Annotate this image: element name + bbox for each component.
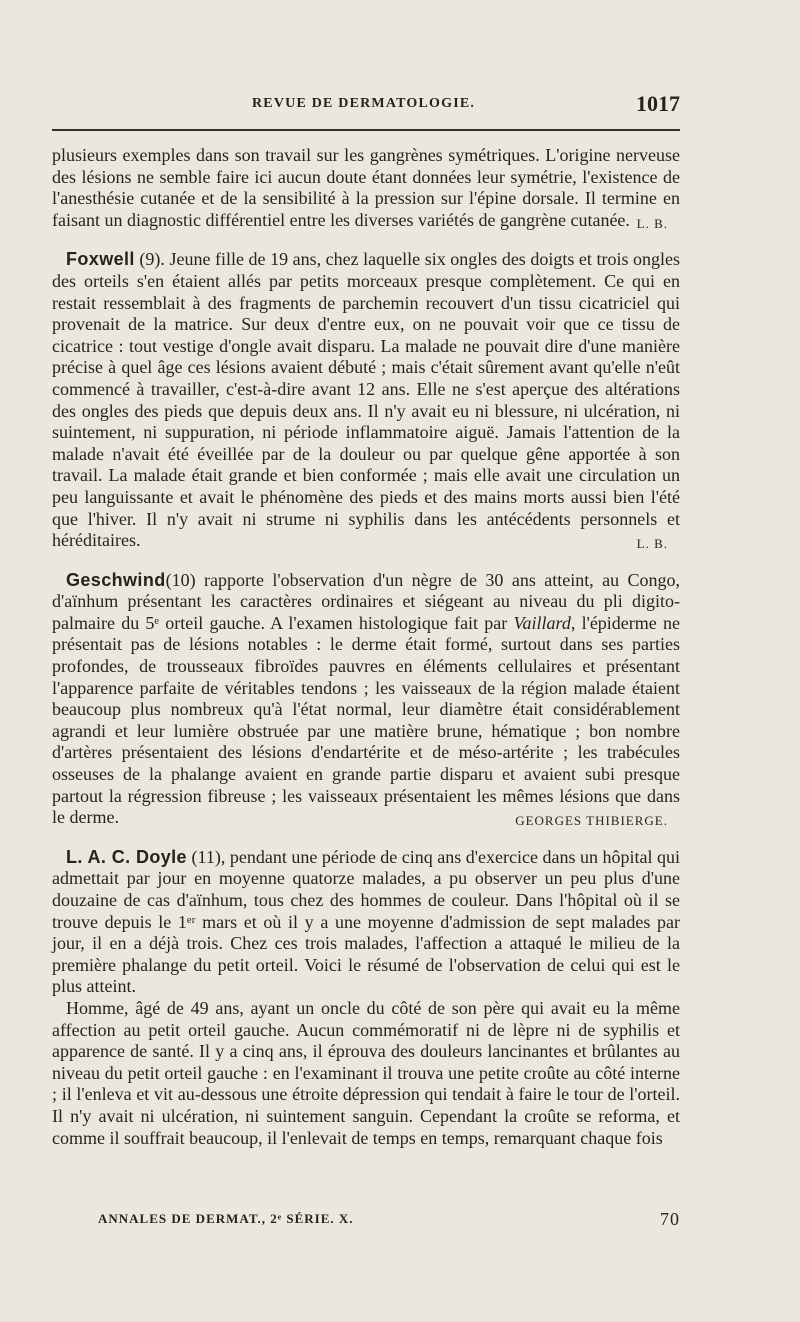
signature-number: 70 bbox=[660, 1209, 680, 1229]
signature: L. B. bbox=[636, 215, 668, 231]
running-head: REVUE DE DERMATOLOGIE. bbox=[252, 96, 476, 111]
journal-signature: ANNALES DE DERMAT., 2ᵉ SÉRIE. X. bbox=[98, 1211, 354, 1226]
paragraph-3-text-b: , l'épiderme ne présentait pas de lésions notables : le derme était formé, surtout dans ses parties profondes, de trousseaux fibroïdes pauvres en éléments cellulaires et présentant l'apparence parfaite de véritables tendons ; les vaisseaux de la région malade étaient beaucoup plus nombreux qu'à l'état normal, leur diamètre était considérablement agrandi et leur lumière obstruée par une matière brune, hématique ; bon nombre d'artères présentaient des lésions d'endartérite et de méso-artérite ; les trabécules osseuses de la phalange avaient en grande partie disparu et avaient subi presque partout la régression fibreuse ; les vaisseaux présentaient les mêmes lésions que dans le derme. bbox=[52, 612, 680, 828]
reference-number: (10) bbox=[165, 569, 196, 590]
reference-number: (9). bbox=[139, 249, 165, 270]
cited-name: Vaillard bbox=[513, 612, 571, 633]
body-text bbox=[52, 145, 680, 1149]
author-name: Foxwell bbox=[66, 249, 135, 270]
paragraph-2 bbox=[52, 249, 680, 551]
signature: GEORGES THIBIERGE. bbox=[515, 813, 668, 829]
paragraph-4 bbox=[52, 847, 680, 998]
paragraph-1-text: plusieurs exemples dans son travail sur les gangrènes symétriques. L'origine nerveuse des lésions ne semble faire ici aucun doute étant données leur symétrie, l'existence de l'anesthésie cutanée et de la sensibilité à la pression sur l'épine dorsale. Il termine en faisant un diagnostic différentiel entre les diverses variétés de gangrène cutanée. bbox=[52, 145, 680, 230]
page-header bbox=[52, 91, 680, 120]
paragraph-1 bbox=[52, 145, 680, 231]
signature: L. B. bbox=[636, 536, 668, 552]
paragraph-3-text-a: rapporte l'observation d'un nègre de 30 ans atteint, au Congo, d'aïnhum présentant les caractères ordinaires et siégeant au niveau du pli digito-palmaire du 5ᵉ orteil gauche. A l'examen histologique fait par bbox=[52, 569, 680, 633]
paragraph-2-text: Jeune fille de 19 ans, chez laquelle six ongles des doigts et trois ongles des orteils s'en étaient allés par petits morceaux presque complètement. Ce qui en restait ressemblait à des fragments de parchemin recouvert d'un tissu cicatriciel qui provenait de la matrice. Sur deux d'entre eux, on ne pouvait voir que ce tissu de cicatrice : tout vestige d'ongle avait disparu. La malade ne pouvait dire d'une manière précise à quel âge ces lésions avaient débuté ; mais c'était sûrement avant qu'elle n'eût commencé à travailler, c'est-à-dire avant 12 ans. Elle ne s'est aperçue des altérations des ongles des pieds que depuis deux ans. Il n'y avait eu ni blessure, ni ulcération, ni suintement, ni suppuration, ni période inflammatoire aiguë. Jamais l'attention de la malade n'avait été éveillée par de la douleur ou par quelque gêne apportée à son travail. La malade était grande et bien conformée ; mais elle avait une circulation un peu languissante et avait le phénomène des pieds et des mains morts aussi bien l'été que l'hiver. Il n'y avait ni strume ni syphilis dans les antécédents personnels et héréditaires. bbox=[52, 249, 681, 551]
reference-number: (11), bbox=[191, 846, 226, 867]
author-name: L. A. C. Doyle bbox=[66, 846, 187, 867]
header-rule bbox=[52, 129, 680, 131]
spacer bbox=[52, 231, 680, 249]
spacer bbox=[52, 552, 680, 570]
page-number: 1017 bbox=[636, 91, 680, 116]
paragraph-3 bbox=[52, 570, 680, 829]
paragraph-4-text: pendant une période de cinq ans d'exercice dans un hôpital qui admettait par jour en moyenne quatorze malades, a pu observer un peu plus d'une douzaine de cas d'aïnhum, tous chez des hommes de couleur. Dans l'hôpital où il se trouve depuis le 1ᵉʳ mars et où il y a une moyenne d'admission de sept malades par jour, il en a déjà trois. Chez ces trois malades, l'affection a attaqué le milieu de la première phalange du petit orteil. Voici le résumé de l'observation de celui qui est le plus atteint. bbox=[52, 846, 681, 997]
author-name: Geschwind bbox=[66, 569, 166, 590]
paragraph-5 bbox=[52, 998, 680, 1149]
paragraph-5-text: Homme, âgé de 49 ans, ayant un oncle du côté de son père qui avait eu la même affection au petit orteil gauche. Aucun commémoratif ni de lèpre ni de syphilis et apparence de santé. Il y a cinq ans, il éprouva des douleurs lancinantes et brûlantes au niveau du petit orteil gauche : en l'examinant il trouva une petite croûte au côté interne ; il l'enleva et vit au-dessous une étroite dépression qui tendait à faire le tour de l'orteil. Il n'y avait ni ulcération, ni suintement sanguin. Cependant la croûte se reforma, et comme il souffrait beaucoup, il l'enlevait de temps en temps, remarquant chaque fois bbox=[52, 997, 680, 1148]
